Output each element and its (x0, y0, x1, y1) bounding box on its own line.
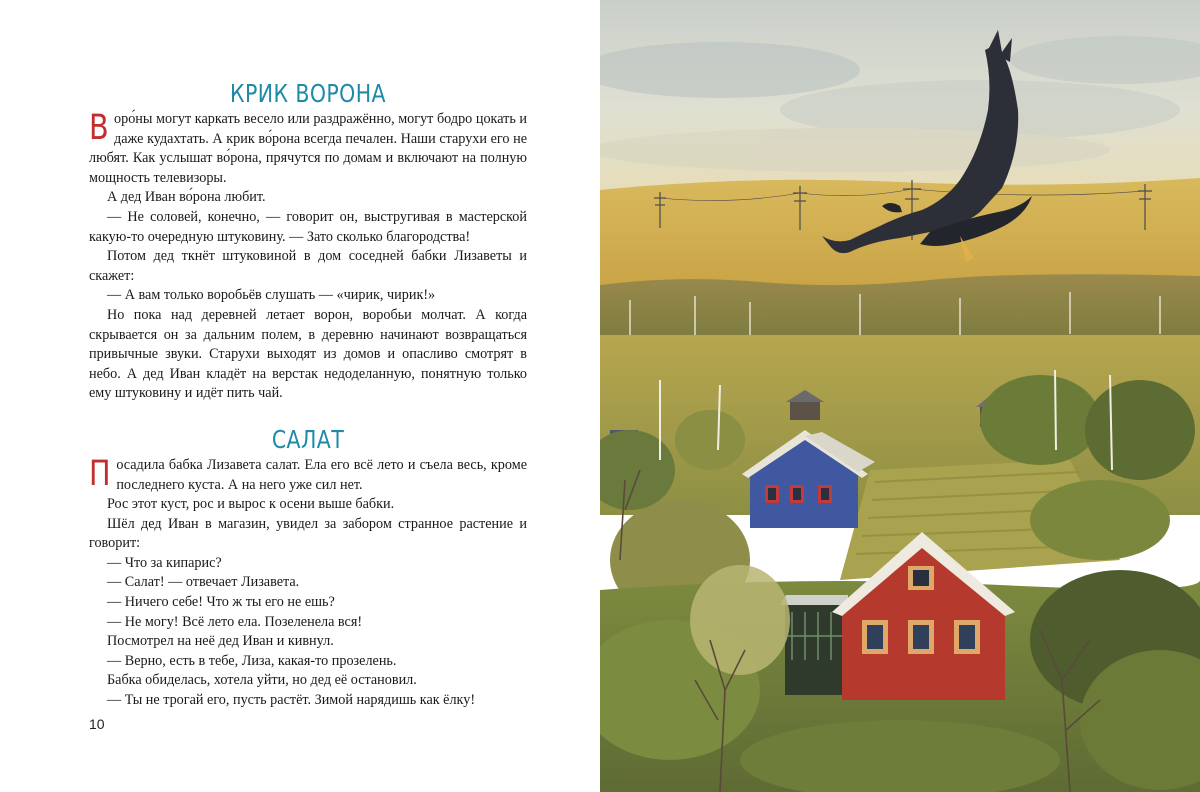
story2-paragraph: Шёл дед Иван в магазин, увидел за забором странное растение и говорит: (89, 515, 527, 552)
story2-paragraph: — Салат! — отвечает Лизавета. (107, 574, 300, 591)
story-title-raven-cry: КРИК ВОРОНА (230, 79, 386, 108)
story2-paragraph: Бабка обиделась, хотела уйти, но дед её остановил. (107, 672, 417, 689)
story2-paragraph: — Ты не трогай его, пусть растёт. Зимой нарядишь как ёлку! (107, 692, 476, 709)
story2-paragraph: Рос этот куст, рос и вырос к осени выше бабки. (107, 496, 395, 513)
page-number: 10 (89, 716, 105, 732)
story1-dropcap: В (89, 108, 109, 148)
story2-lead-paragraph (89, 453, 527, 495)
story2-paragraph: Посмотрел на неё дед Иван и кивнул. (107, 633, 334, 650)
story2-paragraph: — Не могу! Всё лето ела. Позеленела вся! (107, 613, 363, 630)
story2-paragraph: — Ничего себе! Что ж ты его не ешь? (107, 594, 335, 611)
story1-paragraph: — А вам только воробьёв слушать — «чирик, чирик!» (107, 287, 436, 304)
story2-paragraph: — Верно, есть в тебе, Лиза, какая-то прозелень. (107, 652, 397, 669)
forest-band (600, 274, 1200, 345)
illustration-painting (600, 0, 1200, 792)
porch (785, 605, 845, 695)
story1-lead-text: оро́ны могут каркать весело или раздражённо, могут бодро цокать и даже кудахтать. А крик во́рона всегда печален. Наши старухи его не любят. Как услышат во́рона, прячутся по домам и включают на полную мощность телевизоры. (89, 111, 527, 186)
story1-lead-paragraph (89, 110, 527, 188)
story2-dropcap: П (89, 453, 111, 494)
story1-paragraph: Потом дед ткнёт штуковиной в дом соседней бабки Лизаветы и скажет: (89, 248, 527, 284)
story-title-salad: САЛАТ (271, 424, 345, 454)
story2-paragraph: — Что за кипарис? (107, 554, 222, 571)
story1-paragraph: Но пока над деревней летает ворон, воробьи молчат. А когда скрывается он за дальним полем, в деревню начинают возвращаться привычные звуки. Старухи выходят из домов и опасливо смотрят в небо. А дед Иван кладёт на верстак недоделанную, понятную только ему штуковину и идёт пить чай. (89, 306, 527, 402)
illustration-village-raven (600, 0, 1200, 792)
story2-lead-text: осадила бабка Лизавета салат. Ела его всё лето и съела весь, кроме последнего куста. А на него уже сил нет. (116, 456, 527, 493)
red-house-windows (862, 620, 980, 654)
story1-paragraph: А дед Иван во́рона любит. (107, 189, 266, 206)
text-column (89, 80, 527, 711)
story1-paragraph: — Не соловей, конечно, — говорит он, выстругивая в мастерской какую-то очередную штуковину. — Зато сколько благородства! (89, 208, 527, 245)
distant-house (790, 400, 820, 420)
